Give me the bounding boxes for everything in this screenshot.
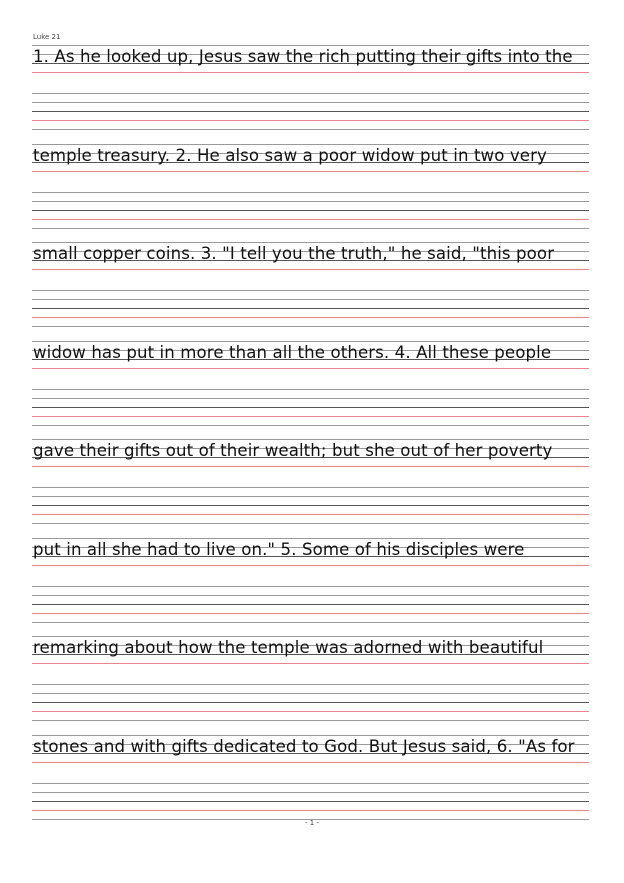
- guide-line: [32, 604, 589, 605]
- guide-line: [32, 171, 589, 172]
- writing-block: [32, 341, 589, 431]
- guide-line: [32, 326, 589, 327]
- verse-line-text: temple treasury. 2. He also saw a poor widow put in two very: [33, 145, 547, 165]
- guide-line: [32, 389, 589, 390]
- guide-line: [32, 129, 589, 130]
- guide-line: [32, 45, 589, 46]
- verse-line-text: small copper coins. 3. "I tell you the truth," he said, "this poor: [33, 244, 555, 263]
- verse-line-text: 1. As he looked up, Jesus saw the rich putting their gifts into the: [33, 47, 573, 66]
- guide-line: [32, 144, 589, 145]
- guide-line: [32, 407, 589, 408]
- guide-line: [32, 586, 589, 587]
- guide-line: [32, 466, 589, 467]
- guide-line: [32, 416, 589, 417]
- guide-line: [32, 290, 589, 291]
- guide-line: [32, 439, 589, 440]
- writing-block: [32, 735, 589, 825]
- guide-line: [32, 636, 589, 637]
- guide-line: [32, 762, 589, 763]
- guide-line: [32, 538, 589, 539]
- writing-block: [32, 242, 589, 332]
- guide-line: [32, 613, 589, 614]
- guide-line: [32, 693, 589, 694]
- guide-line: [32, 792, 589, 793]
- chapter-header: Luke 21: [33, 33, 61, 41]
- guide-line: [32, 317, 589, 318]
- guide-line: [32, 505, 589, 506]
- page-number: - 1 -: [305, 819, 319, 827]
- guide-line: [32, 210, 589, 211]
- verse-line-text: put in all she had to live on." 5. Some of his disciples were: [33, 539, 525, 559]
- verse-line-text: stones and with gifts dedicated to God. But Jesus said, 6. "As for: [33, 736, 575, 756]
- guide-line: [32, 595, 589, 596]
- guide-line: [32, 496, 589, 497]
- guide-line: [32, 299, 589, 300]
- guide-line: [32, 219, 589, 220]
- guide-line: [32, 663, 589, 664]
- writing-block: [32, 636, 589, 726]
- guide-line: [32, 565, 589, 566]
- guide-line: [32, 702, 589, 703]
- guide-line: [32, 398, 589, 399]
- guide-line: [32, 735, 589, 736]
- writing-block: [32, 45, 589, 135]
- verse-line-text: widow has put in more than all the others. 4. All these people: [33, 342, 552, 362]
- guide-line: [32, 425, 589, 426]
- guide-line: [32, 523, 589, 524]
- guide-line: [32, 810, 589, 811]
- guide-line: [32, 783, 589, 784]
- guide-line: [32, 242, 589, 243]
- guide-line: [32, 201, 589, 202]
- writing-block: [32, 439, 589, 529]
- verse-line-text: gave their gifts out of their wealth; but she out of her poverty: [33, 441, 553, 460]
- guide-line: [32, 684, 589, 685]
- verse-line-text: remarking about how the temple was adorned with beautiful: [33, 638, 544, 657]
- guide-line: [32, 487, 589, 488]
- guide-line: [32, 269, 589, 270]
- writing-block: [32, 538, 589, 628]
- guide-line: [32, 93, 589, 94]
- guide-line: [32, 192, 589, 193]
- guide-line: [32, 368, 589, 369]
- writing-block: [32, 144, 589, 234]
- guide-line: [32, 622, 589, 623]
- guide-line: [32, 711, 589, 712]
- guide-line: [32, 514, 589, 515]
- guide-line: [32, 102, 589, 103]
- guide-line: [32, 72, 589, 73]
- guide-line: [32, 801, 589, 802]
- guide-line: [32, 720, 589, 721]
- guide-line: [32, 120, 589, 121]
- guide-line: [32, 308, 589, 309]
- guide-line: [32, 111, 589, 112]
- guide-line: [32, 228, 589, 229]
- guide-line: [32, 341, 589, 342]
